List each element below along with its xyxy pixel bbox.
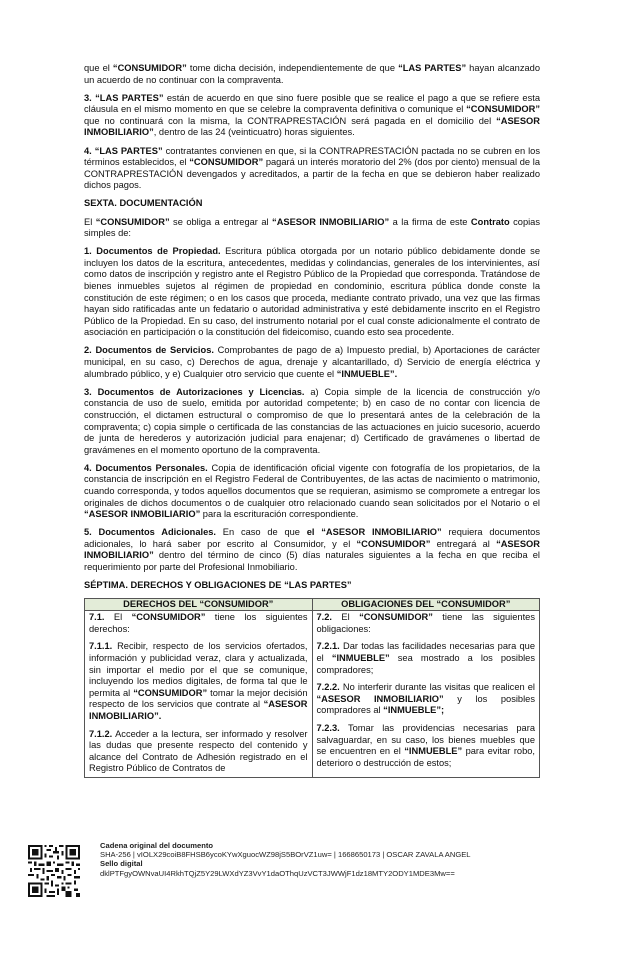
- item-title: 3. Documentos de Autorizaciones y Licencias.: [84, 386, 305, 397]
- bold-term: “CONSUMIDOR”: [189, 157, 264, 168]
- sexta-lead: [84, 217, 540, 240]
- item-title: 4. Documentos Personales.: [84, 462, 208, 473]
- text: tiene los siguientes derechos:: [89, 612, 308, 634]
- item-number: 4.: [84, 145, 95, 156]
- bold-term: “ASESOR INMOBILIARIO”: [84, 509, 201, 520]
- text: entregará al: [430, 538, 497, 549]
- document-page: [84, 63, 540, 778]
- item-number: 3.: [84, 92, 96, 103]
- derechos-cell: [85, 611, 313, 778]
- section-heading-septima: SÉPTIMA. DERECHOS Y OBLIGACIONES DE “LAS PARTES”: [84, 580, 352, 591]
- digital-signature-footer: [100, 841, 471, 878]
- text: que el: [84, 63, 113, 73]
- text: En caso de que: [216, 527, 307, 538]
- clause-number: 7.1.: [89, 612, 105, 623]
- text: están de acuerdo en que sino fuere posible que se realice el pago a que se refiere esta cláusula en el mismo momento en que se celebre la compraventa definitiva o comunique el: [84, 92, 540, 115]
- bold-term: “INMUEBLE”: [404, 746, 463, 757]
- bold-term: “CONSUMIDOR”: [466, 104, 540, 115]
- bold-term: “CONSUMIDOR”: [131, 612, 206, 623]
- text: a) Copia simple de la licencia de construcción y/o constancia de uso de suelo, emitida por autoridad competente; b) en caso de no contar con licencia de construcción, el dictamen estructural o compromiso de que lo presentará antes de la celebración de la compraventa; c) copia simple o certificada de las constancias de las actuaciones en juicio sucesorio, acuerdo de junta de herederos y autorización judicial para enajenar; d) Certificado de gravámenes o libertad de gravámenes en el momento oportuno de la compraventa.: [84, 386, 541, 455]
- qr-code-icon: [28, 845, 80, 897]
- text: para la escrituración correspondiente.: [200, 509, 359, 520]
- bold-term: “INMUEBLE”;: [383, 705, 445, 716]
- rights-obligations-table: [84, 598, 540, 778]
- item-title: 1. Documentos de Propiedad.: [84, 246, 221, 257]
- bold-term: “LAS PARTES”: [398, 63, 467, 73]
- text: hayan alcanzado un acuerdo de no continuar con la compraventa.: [84, 63, 540, 85]
- cadena-original-value: SHA-256 | vIOLX29coiB8FHSB6ycoKYwXguocWZ98jS5BOrVZ1uw= | 1668650173 | OSCAR ZAVALA ANGEL: [100, 850, 471, 860]
- obligaciones-cell: [312, 611, 540, 778]
- bold-term: “INMUEBLE”.: [336, 368, 398, 379]
- text: Escritura pública otorgada por un notario público debidamente donde se incluyen los datos de la escritura, antecedentes, medidas y colindancias, generales de los intervinientes, así como datos de inscripción y registro ante el Registro Público de la Propiedad que corresponda. Tratándose de bienes inmuebles sujetos al régimen de propiedad en condominio, escritura pública donde conste la constitución de este régimen; o en los casos que proceda, mediante contrato privado, una vez que las firmas hayan sido ratificadas ante un fedatario o autoridad administrativa y esté debidamente inscrito en el Registro Público de la Propiedad. En su caso, del instrumento notarial por el cual conste adicionalmente el contrato de asociación en participación o la constitución del fideicomiso, cuando esto sea procedente.: [84, 246, 540, 338]
- clause-7-1-2: [89, 729, 308, 775]
- bold-term: el “ASESOR INMOBILIARIO”: [306, 527, 442, 538]
- sello-digital-value: dklPTFgyOWNvaUI4RkhTQjZ5Y29LWXdYZ3VvY1daOThqUzVCT3JWWjF1dz18MTY2ODY1MDE3Mw==: [100, 868, 455, 878]
- text: El: [84, 216, 96, 227]
- bold-term: “LAS PARTES”: [94, 145, 163, 156]
- bold-term: “CONSUMIDOR”: [356, 538, 431, 549]
- text: Tomar las providencias necesarias para salvaguardar, en su caso, los bienes muebles que se encuentren en el: [316, 723, 535, 757]
- text: Acceder a la lectura, ser informado y resolver las dudas que presente respecto del contenido y alcance del Contrato de Adhesión registrado en el Registro Público de Contratos de: [89, 728, 308, 774]
- text: , dentro de las 24 (veinticuatro) horas siguientes.: [153, 127, 355, 138]
- bold-term: “CONSUMIDOR”: [112, 63, 187, 73]
- bold-term: “LAS PARTES”: [95, 92, 164, 103]
- text: Recibir, respecto de los servicios ofertados, información y publicidad veraz, clara y actualizada, sin importar el medio por el que se comunique, incluyendo los medios digitales, de forma tal que le permita al: [89, 641, 308, 698]
- text: Comprobantes de pago de a) Impuesto predial, b) Aportaciones de carácter municipal, en su caso, c) Derechos de agua, drenaje y alcantarillado, d) Servicio de energía eléctrica y alumbrado público, y e) Cualquier otro servicio que cuente el: [84, 345, 540, 379]
- text: requiera documentos adicionales, lo hará saber por escrito al Consumidor, y el: [84, 527, 540, 549]
- item-title: 2. Documentos de Servicios.: [84, 345, 214, 356]
- text: para evitar robo, deterioro o destrucción de estos;: [316, 746, 536, 768]
- cadena-original-label: Cadena original del documento: [100, 841, 214, 850]
- text: El: [104, 612, 132, 623]
- header-derechos: DERECHOS DEL “CONSUMIDOR”: [85, 599, 313, 611]
- item-title: 5. Documentos Adicionales.: [84, 527, 217, 538]
- clause-7-1-1: [89, 641, 308, 722]
- text: contratantes convienen en que, si la CONTRAPRESTACIÓN pactada no se cubren en los términos establecidos, el: [84, 145, 540, 168]
- table-header-row: [85, 599, 540, 611]
- text: No interferir durante las visitas que realicen el: [339, 682, 535, 693]
- text: sea mostrado a los posibles compradores;: [316, 653, 535, 675]
- text: dentro del término de cinco (5) días naturales siguientes a la fecha en que reciba el requerimiento por parte del Profesional Inmobiliario.: [84, 550, 540, 573]
- doc-item-propiedad: [84, 246, 540, 339]
- doc-item-servicios: [84, 345, 540, 380]
- paragraph-3: [84, 93, 540, 139]
- text: tomar la mejor decisión respecto de los servicios que contrate al: [89, 687, 308, 710]
- clause-number: 7.2.1.: [316, 641, 340, 652]
- text: copias simples de:: [84, 216, 540, 239]
- sello-digital-label: Sello digital: [100, 859, 143, 869]
- text: tome dicha decisión, independientemente de que: [186, 63, 399, 73]
- text: a la firma de este: [389, 216, 471, 227]
- clause-7-2: [317, 612, 536, 635]
- bold-term: “ASESOR INMOBILIARIO”: [316, 693, 444, 704]
- clause-number: 7.1.1.: [89, 641, 113, 652]
- table-row: [85, 611, 540, 778]
- bold-term: “INMUEBLE”: [331, 653, 390, 664]
- text: y los posibles compradores al: [316, 693, 535, 716]
- bold-term: “CONSUMIDOR”: [95, 216, 170, 227]
- clause-number: 7.2.2.: [316, 682, 340, 693]
- paragraph-continuation: [84, 63, 540, 86]
- doc-item-personales: [84, 463, 540, 521]
- text: Dar todas las facilidades necesarias para que el: [316, 641, 535, 664]
- text: que no continuará con la misma, la CONTRAPRESTACIÓN será pagada en el domicilio del: [84, 115, 497, 126]
- clause-7-2-1: [317, 641, 536, 676]
- bold-term: “ASESOR INMOBILIARIO”: [84, 538, 540, 561]
- header-obligaciones: OBLIGACIONES DEL “CONSUMIDOR”: [312, 599, 540, 611]
- clause-number: 7.2.3.: [316, 723, 340, 733]
- doc-item-adicionales: [84, 527, 540, 573]
- text: Copia de identificación oficial vigente con fotografía de los propietarios, de la constancia de inscripción en el Registro Federal de Contribuyentes, de las actas de nacimiento o matrimonio, cuando corresponda, y todos aquellos documentos que se requieran, asimismo se compromete a entregar los originales de dichos documentos o de cualquier otro relacionado cuando sean solicitados por el Notario o el: [84, 462, 541, 508]
- bold-term: “CONSUMIDOR”: [359, 612, 433, 623]
- section-heading-sexta: SEXTA. DOCUMENTACIÓN: [84, 198, 203, 209]
- text: se obliga a entregar al: [169, 216, 273, 227]
- clause-7-2-2: [317, 682, 536, 717]
- bold-term: “ASESOR INMOBILIARIO”: [84, 115, 540, 138]
- clause-number: 7.2.: [316, 612, 333, 623]
- bold-term: Contrato: [470, 216, 510, 227]
- clause-number: 7.1.2.: [89, 728, 113, 739]
- text: pagará un interés moratorio del 2% (dos por ciento) mensual de la CONTRAPRESTACIÓN devengados y acreditados, a partir de la fecha en que se debieron haber realizado dichos pagos.: [84, 157, 540, 191]
- bold-term: “ASESOR INMOBILIARIO”: [272, 216, 390, 227]
- text: El: [332, 612, 360, 623]
- paragraph-4: [84, 146, 540, 192]
- clause-7-2-3: [317, 723, 536, 769]
- doc-item-autorizaciones: [84, 387, 540, 457]
- text: tiene las siguientes obligaciones:: [316, 612, 535, 634]
- bold-term: “CONSUMIDOR”: [133, 687, 208, 698]
- clause-7-1: [89, 612, 308, 635]
- bold-term: “ASESOR INMOBILIARIO”.: [89, 699, 308, 721]
